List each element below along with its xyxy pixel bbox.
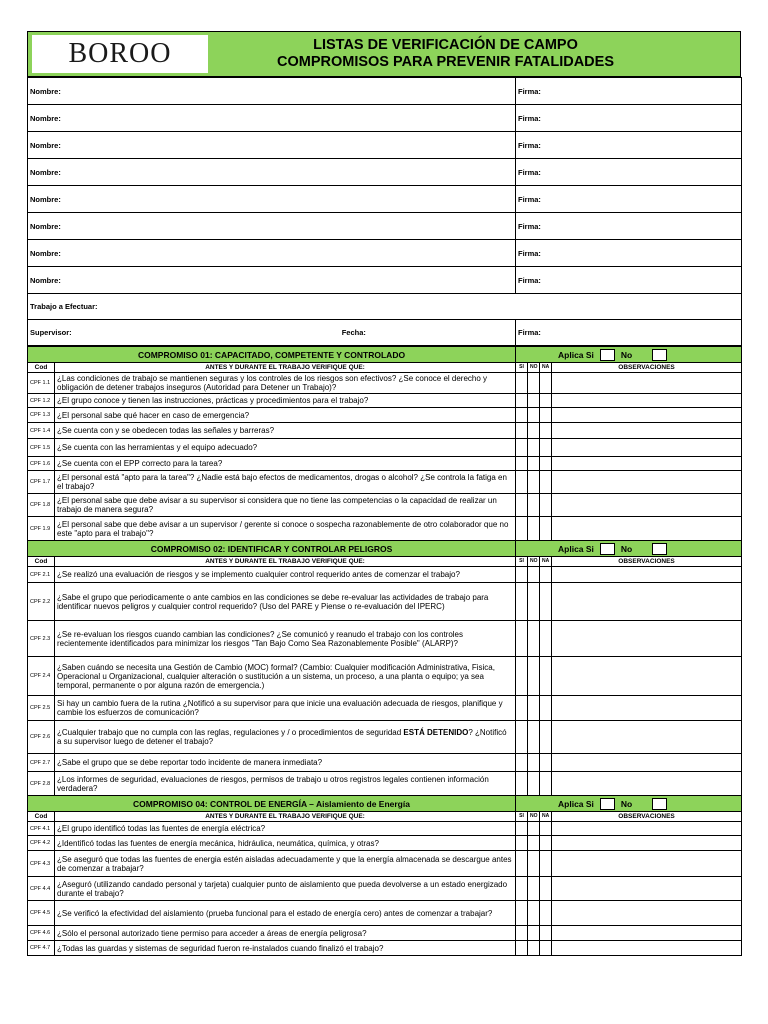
checklist-row xyxy=(28,583,742,621)
participant-row xyxy=(28,132,742,159)
na-cell[interactable] xyxy=(540,394,552,408)
question-code: CPF 1.8 xyxy=(28,494,55,517)
question-text: ¿Se re-evaluan los riesgos cuando cambian las condiciones? ¿Se comunicó y reanudo el trabajo con los controles recientemente identificados para minimizar los riesgos "Tan Bajo Como Sea Razonablemente Posible" (ALARP)? xyxy=(55,621,516,657)
nombre-label: Nombre: xyxy=(30,167,61,177)
si-cell[interactable] xyxy=(516,836,528,851)
na-cell[interactable] xyxy=(540,696,552,721)
si-cell[interactable] xyxy=(516,772,528,796)
section-title: COMPROMISO 01: CAPACITADO, COMPETENTE Y CONTROLADO xyxy=(28,347,516,363)
aplica-no-label: No xyxy=(620,349,633,360)
nombre-label: Nombre: xyxy=(30,86,61,96)
firma-field[interactable] xyxy=(516,186,742,213)
observaciones-cell[interactable] xyxy=(552,494,742,517)
checklist-row xyxy=(28,621,742,657)
na-cell[interactable] xyxy=(540,851,552,877)
aplica-cell xyxy=(516,541,742,557)
firma-field[interactable] xyxy=(516,105,742,132)
observaciones-cell[interactable] xyxy=(552,471,742,494)
participant-row xyxy=(28,159,742,186)
observaciones-cell[interactable] xyxy=(552,851,742,877)
no-cell[interactable] xyxy=(528,423,540,439)
no-cell[interactable] xyxy=(528,721,540,754)
checklist-row xyxy=(28,408,742,423)
question-code: CPF 1.2 xyxy=(28,394,55,408)
question-text: ¿El grupo conoce y tienen las instrucciones, prácticas y procedimientos para el trabajo? xyxy=(55,394,516,408)
na-cell[interactable] xyxy=(540,941,552,956)
col-na: NA xyxy=(540,363,552,373)
checklist-row xyxy=(28,822,742,836)
observaciones-cell[interactable] xyxy=(552,657,742,696)
observaciones-cell[interactable] xyxy=(552,901,742,926)
trabajo-row xyxy=(28,294,742,320)
aplica-cell xyxy=(516,347,742,363)
no-cell[interactable] xyxy=(528,772,540,796)
si-cell[interactable] xyxy=(516,423,528,439)
aplica-no-checkbox[interactable] xyxy=(652,798,667,810)
trabajo-label: Trabajo a Efectuar: xyxy=(30,302,98,311)
no-cell[interactable] xyxy=(528,926,540,941)
question-code: CPF 4.4 xyxy=(28,877,55,901)
question-code: CPF 1.9 xyxy=(28,517,55,541)
section-header xyxy=(28,541,742,557)
si-cell[interactable] xyxy=(516,721,528,754)
question-text: ¿Las condiciones de trabajo se mantienen seguras y los controles de los riesgos son efectivos? ¿Se conoce el derecho y obligación de detener trabajos inseguros (Autoridad para Detener un Trabajo)? xyxy=(55,373,516,394)
no-cell[interactable] xyxy=(528,754,540,772)
si-cell[interactable] xyxy=(516,754,528,772)
no-cell[interactable] xyxy=(528,457,540,471)
na-cell[interactable] xyxy=(540,822,552,836)
firma-label: Firma: xyxy=(518,328,541,337)
na-cell[interactable] xyxy=(540,926,552,941)
no-cell[interactable] xyxy=(528,517,540,541)
question-code: CPF 1.1 xyxy=(28,373,55,394)
nombre-label: Nombre: xyxy=(30,275,61,285)
checklist-row xyxy=(28,696,742,721)
nombre-field[interactable] xyxy=(28,159,516,186)
observaciones-cell[interactable] xyxy=(552,754,742,772)
page-title xyxy=(211,32,740,76)
firma-field[interactable] xyxy=(516,267,742,294)
question-text-post: ? ¿Notificó a su supervisor luego de detener el trabajo? xyxy=(57,728,507,746)
question-code: CPF 1.4 xyxy=(28,423,55,439)
col-verify: ANTES Y DURANTE EL TRABAJO VERIFIQUE QUE: xyxy=(55,812,516,822)
question-code: CPF 4.1 xyxy=(28,822,55,836)
checklist-row xyxy=(28,373,742,394)
participants-table xyxy=(27,77,742,346)
no-cell[interactable] xyxy=(528,657,540,696)
checklist-row xyxy=(28,851,742,877)
col-verify: ANTES Y DURANTE EL TRABAJO VERIFIQUE QUE: xyxy=(55,557,516,567)
col-cod: Cod xyxy=(28,363,55,373)
question-text: ¿Sabe el grupo que se debe reportar todo incidente de manera inmediata? xyxy=(55,754,516,772)
observaciones-cell[interactable] xyxy=(552,772,742,796)
checklist-row xyxy=(28,721,742,754)
si-cell[interactable] xyxy=(516,408,528,423)
aplica-si-label: Aplica Si xyxy=(558,798,594,809)
question-text: ¿Se verificó la efectividad del aislamiento (prueba funcional para el estado de energía cero) antes de comenzar a trabajar? xyxy=(55,901,516,926)
na-cell[interactable] xyxy=(540,621,552,657)
question-code: CPF 2.8 xyxy=(28,772,55,796)
si-cell[interactable] xyxy=(516,696,528,721)
checklist-sheet xyxy=(27,31,741,956)
no-cell[interactable] xyxy=(528,822,540,836)
checklist-row xyxy=(28,772,742,796)
question-text: ¿Saben cuándo se necesita una Gestión de Cambio (MOC) formal? (Cambio: Cualquier modificación Administrativa, Fisica, Operacional u Organizacional, cualquier alteración o sustitución a un sistema, un proceso, a una planta o equipo; ya sea temporal, permanente o por alguna razón de emergencia.) xyxy=(55,657,516,696)
checklist-row xyxy=(28,394,742,408)
supervisor-label: Supervisor: xyxy=(30,328,72,337)
question-text: ¿Se cuenta con el EPP correcto para la tarea? xyxy=(55,457,516,471)
firma-field[interactable] xyxy=(516,132,742,159)
no-cell[interactable] xyxy=(528,439,540,457)
firma-field[interactable] xyxy=(516,78,742,105)
checklist-row xyxy=(28,901,742,926)
aplica-si-checkbox[interactable] xyxy=(600,543,615,555)
no-cell[interactable] xyxy=(528,394,540,408)
checklist-row xyxy=(28,517,742,541)
firma-label: Firma: xyxy=(518,194,541,204)
checklist-row xyxy=(28,439,742,457)
nombre-field[interactable] xyxy=(28,186,516,213)
question-code: CPF 4.5 xyxy=(28,901,55,926)
question-text: ¿Sabe el grupo que periodicamente o ante cambios en las condiciones se debe re-evaluar las actividades de trabajo para identificar nuevos peligros y cualquier control requerido? (Uso del PARE y Piense o re-evaluación del IPERC) xyxy=(55,583,516,621)
si-cell[interactable] xyxy=(516,822,528,836)
question-text: ¿El personal sabe que debe avisar a su supervisor si considera que no tiene las competencias o la capacidad de realizar un trabajo de manera segura? xyxy=(55,494,516,517)
si-cell[interactable] xyxy=(516,373,528,394)
no-cell[interactable] xyxy=(528,836,540,851)
si-cell[interactable] xyxy=(516,517,528,541)
firma-label: Firma: xyxy=(518,221,541,231)
nombre-field[interactable] xyxy=(28,267,516,294)
fecha-label: Fecha: xyxy=(341,328,366,337)
header xyxy=(27,31,741,77)
title-line-1: LISTAS DE VERIFICACIÓN DE CAMPO xyxy=(313,37,578,53)
logo-text: BOROO xyxy=(68,38,172,69)
na-cell[interactable] xyxy=(540,657,552,696)
col-observaciones: OBSERVACIONES xyxy=(552,812,742,822)
question-text: ¿Sólo el personal autorizado tiene permiso para acceder a áreas de energía peligrosa? xyxy=(55,926,516,941)
checklist-row xyxy=(28,926,742,941)
no-cell[interactable] xyxy=(528,373,540,394)
question-text: ¿El grupo identificó todas las fuentes de energía eléctrica? xyxy=(55,822,516,836)
question-text: ¿Aseguró (utilizando candado personal y tarjeta) cualquier punto de aislamiento que pueda devolverse a un estado energizado durante el trabajo? xyxy=(55,877,516,901)
si-cell[interactable] xyxy=(516,583,528,621)
question-code: CPF 1.5 xyxy=(28,439,55,457)
observaciones-cell[interactable] xyxy=(552,721,742,754)
aplica-si-label: Aplica Si xyxy=(558,543,594,554)
question-code: CPF 1.7 xyxy=(28,471,55,494)
si-cell[interactable] xyxy=(516,494,528,517)
observaciones-cell[interactable] xyxy=(552,373,742,394)
col-na: NA xyxy=(540,812,552,822)
question-code: CPF 2.1 xyxy=(28,567,55,583)
participant-row xyxy=(28,267,742,294)
question-text: ¿Se aseguró que todas las fuentes de energia estén aisladas adecuadamente y que la energía almacenada se descargue antes de comenzar a trabajar? xyxy=(55,851,516,877)
participant-row xyxy=(28,105,742,132)
aplica-si-label: Aplica Si xyxy=(558,349,594,360)
question-text: ¿El personal sabe que debe avisar a un supervisor / gerente si conoce o sospecha razonablemente de otro colaborador que no este "apto para el trabajo"? xyxy=(55,517,516,541)
si-cell[interactable] xyxy=(516,457,528,471)
question-text: Si hay un cambio fuera de la rutina ¿Notificó a su supervisor para que inicie una evaluación adecuada de riesgos, planifique y cambie los esfuerzos de comunicación? xyxy=(55,696,516,721)
firma-label: Firma: xyxy=(518,275,541,285)
question-text: ¿Los informes de seguridad, evaluaciones de riesgos, permisos de trabajo u otros registros legales contienen información verdadera? xyxy=(55,772,516,796)
supervisor-firma-field[interactable] xyxy=(516,320,742,346)
aplica-cell xyxy=(516,796,742,812)
checklist-row xyxy=(28,836,742,851)
si-cell[interactable] xyxy=(516,439,528,457)
checklist-row xyxy=(28,471,742,494)
question-text-pre: ¿Cualquier trabajo que no cumpla con las reglas, regulaciones y / o procedimientos de seguridad xyxy=(57,728,404,737)
question-code: CPF 4.6 xyxy=(28,926,55,941)
firma-field[interactable] xyxy=(516,159,742,186)
question-text: ¿Identificó todas las fuentes de energía mecánica, hidráulica, neumática, química, y otras? xyxy=(55,836,516,851)
checklist-row xyxy=(28,567,742,583)
checklist-row xyxy=(28,423,742,439)
nombre-label: Nombre: xyxy=(30,113,61,123)
observaciones-cell[interactable] xyxy=(552,583,742,621)
no-cell[interactable] xyxy=(528,621,540,657)
question-text: ¿Se cuenta con las herramientas y el equipo adecuado? xyxy=(55,439,516,457)
observaciones-cell[interactable] xyxy=(552,517,742,541)
column-header-row xyxy=(28,363,742,373)
col-na: NA xyxy=(540,557,552,567)
si-cell[interactable] xyxy=(516,901,528,926)
checklist-row xyxy=(28,877,742,901)
question-code: CPF 2.6 xyxy=(28,721,55,754)
si-cell[interactable] xyxy=(516,567,528,583)
na-cell[interactable] xyxy=(540,901,552,926)
question-text: ¿Se realizó una evaluación de riesgos y se implemento cualquier control requerido antes de comenzar el trabajo? xyxy=(55,567,516,583)
col-verify: ANTES Y DURANTE EL TRABAJO VERIFIQUE QUE: xyxy=(55,363,516,373)
na-cell[interactable] xyxy=(540,567,552,583)
checklist-table xyxy=(27,346,742,956)
participant-row xyxy=(28,240,742,267)
aplica-no-label: No xyxy=(620,543,633,554)
checklist-row xyxy=(28,657,742,696)
supervisor-field[interactable] xyxy=(28,320,516,346)
observaciones-cell[interactable] xyxy=(552,877,742,901)
question-code: CPF 4.3 xyxy=(28,851,55,877)
col-no: NO xyxy=(528,363,540,373)
no-cell[interactable] xyxy=(528,583,540,621)
na-cell[interactable] xyxy=(540,877,552,901)
observaciones-cell[interactable] xyxy=(552,567,742,583)
observaciones-cell[interactable] xyxy=(552,621,742,657)
nombre-label: Nombre: xyxy=(30,221,61,231)
question-code: CPF 2.5 xyxy=(28,696,55,721)
column-header-row xyxy=(28,812,742,822)
na-cell[interactable] xyxy=(540,373,552,394)
nombre-field[interactable] xyxy=(28,213,516,240)
participant-row xyxy=(28,213,742,240)
question-text xyxy=(55,721,516,754)
question-text: ¿Todas las guardas y sistemas de seguridad fueron re-instalados cuando finalizó el trabajo? xyxy=(55,941,516,956)
si-cell[interactable] xyxy=(516,941,528,956)
col-no: NO xyxy=(528,812,540,822)
title-line-2: COMPROMISOS PARA PREVENIR FATALIDADES xyxy=(276,54,614,70)
firma-field[interactable] xyxy=(516,240,742,267)
observaciones-cell[interactable] xyxy=(552,408,742,423)
no-cell[interactable] xyxy=(528,567,540,583)
no-cell[interactable] xyxy=(528,696,540,721)
question-code: CPF 2.3 xyxy=(28,621,55,657)
si-cell[interactable] xyxy=(516,394,528,408)
aplica-no-checkbox[interactable] xyxy=(652,543,667,555)
question-code: CPF 1.6 xyxy=(28,457,55,471)
supervisor-row xyxy=(28,320,742,346)
na-cell[interactable] xyxy=(540,457,552,471)
aplica-no-label: No xyxy=(620,798,633,809)
na-cell[interactable] xyxy=(540,772,552,796)
question-text: ¿El personal está "apto para la tarea"? ¿Nadie está bajo efectos de medicamentos, drogas o alcohol? ¿Se controla la fatiga en el trabajo? xyxy=(55,471,516,494)
section-header xyxy=(28,347,742,363)
si-cell[interactable] xyxy=(516,926,528,941)
participant-row xyxy=(28,186,742,213)
no-cell[interactable] xyxy=(528,851,540,877)
no-cell[interactable] xyxy=(528,494,540,517)
participant-row xyxy=(28,78,742,105)
col-si: SI xyxy=(516,557,528,567)
si-cell[interactable] xyxy=(516,877,528,901)
col-no: NO xyxy=(528,557,540,567)
question-text-bold: ESTÁ DETENIDO xyxy=(403,728,469,737)
na-cell[interactable] xyxy=(540,721,552,754)
na-cell[interactable] xyxy=(540,471,552,494)
col-si: SI xyxy=(516,363,528,373)
na-cell[interactable] xyxy=(540,754,552,772)
question-text: ¿Se cuenta con y se obedecen todas las señales y barreras? xyxy=(55,423,516,439)
nombre-label: Nombre: xyxy=(30,140,61,150)
si-cell[interactable] xyxy=(516,471,528,494)
checklist-row xyxy=(28,941,742,956)
observaciones-cell[interactable] xyxy=(552,439,742,457)
na-cell[interactable] xyxy=(540,408,552,423)
checklist-row xyxy=(28,754,742,772)
firma-label: Firma: xyxy=(518,248,541,258)
firma-label: Firma: xyxy=(518,113,541,123)
col-cod: Cod xyxy=(28,557,55,567)
nombre-label: Nombre: xyxy=(30,248,61,258)
question-code: CPF 1.3 xyxy=(28,408,55,423)
firma-field[interactable] xyxy=(516,213,742,240)
firma-label: Firma: xyxy=(518,86,541,96)
no-cell[interactable] xyxy=(528,901,540,926)
nombre-label: Nombre: xyxy=(30,194,61,204)
col-cod: Cod xyxy=(28,812,55,822)
aplica-no-checkbox[interactable] xyxy=(652,349,667,361)
observaciones-cell[interactable] xyxy=(552,836,742,851)
observaciones-cell[interactable] xyxy=(552,394,742,408)
nombre-field[interactable] xyxy=(28,240,516,267)
trabajo-field[interactable] xyxy=(28,294,742,320)
firma-label: Firma: xyxy=(518,167,541,177)
observaciones-cell[interactable] xyxy=(552,457,742,471)
nombre-field[interactable] xyxy=(28,78,516,105)
section-title: COMPROMISO 02: IDENTIFICAR Y CONTROLAR PELIGROS xyxy=(28,541,516,557)
na-cell[interactable] xyxy=(540,423,552,439)
section-header xyxy=(28,796,742,812)
si-cell[interactable] xyxy=(516,851,528,877)
question-text: ¿El personal sabe qué hacer en caso de emergencia? xyxy=(55,408,516,423)
col-si: SI xyxy=(516,812,528,822)
observaciones-cell[interactable] xyxy=(552,423,742,439)
question-code: CPF 2.2 xyxy=(28,583,55,621)
no-cell[interactable] xyxy=(528,877,540,901)
aplica-si-checkbox[interactable] xyxy=(600,798,615,810)
no-cell[interactable] xyxy=(528,408,540,423)
section-title: COMPROMISO 04: CONTROL DE ENERGÍA – Aislamiento de Energía xyxy=(28,796,516,812)
observaciones-cell[interactable] xyxy=(552,926,742,941)
col-observaciones: OBSERVACIONES xyxy=(552,557,742,567)
na-cell[interactable] xyxy=(540,494,552,517)
checklist-row xyxy=(28,457,742,471)
observaciones-cell[interactable] xyxy=(552,941,742,956)
company-logo xyxy=(32,35,208,73)
na-cell[interactable] xyxy=(540,836,552,851)
no-cell[interactable] xyxy=(528,471,540,494)
na-cell[interactable] xyxy=(540,517,552,541)
no-cell[interactable] xyxy=(528,941,540,956)
question-code: CPF 4.2 xyxy=(28,836,55,851)
column-header-row xyxy=(28,557,742,567)
question-code: CPF 4.7 xyxy=(28,941,55,956)
observaciones-cell[interactable] xyxy=(552,822,742,836)
na-cell[interactable] xyxy=(540,439,552,457)
question-code: CPF 2.7 xyxy=(28,754,55,772)
question-code: CPF 2.4 xyxy=(28,657,55,696)
nombre-field[interactable] xyxy=(28,132,516,159)
col-observaciones: OBSERVACIONES xyxy=(552,363,742,373)
firma-label: Firma: xyxy=(518,140,541,150)
si-cell[interactable] xyxy=(516,657,528,696)
checklist-row xyxy=(28,494,742,517)
nombre-field[interactable] xyxy=(28,105,516,132)
si-cell[interactable] xyxy=(516,621,528,657)
observaciones-cell[interactable] xyxy=(552,696,742,721)
aplica-si-checkbox[interactable] xyxy=(600,349,615,361)
na-cell[interactable] xyxy=(540,583,552,621)
